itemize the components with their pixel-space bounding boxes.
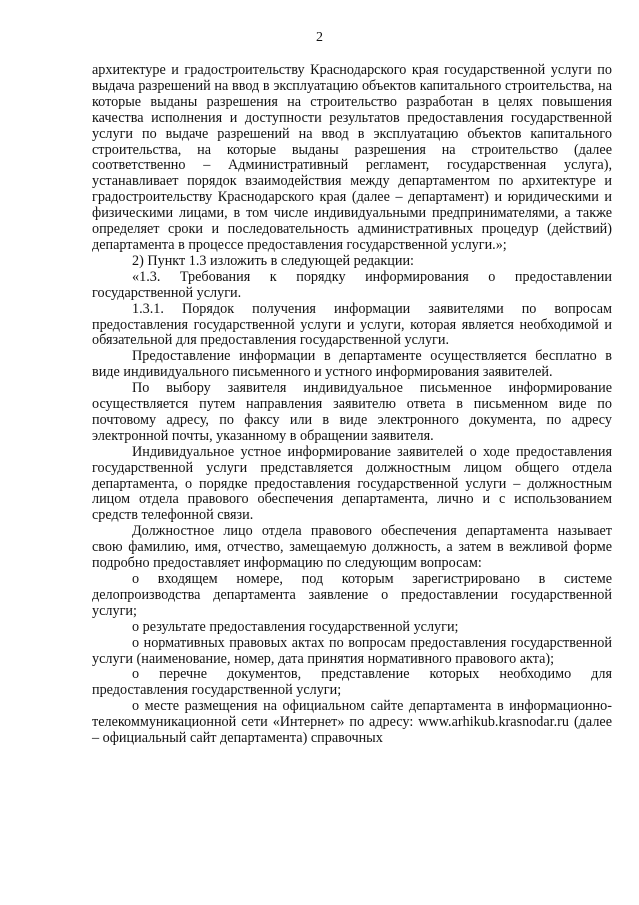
paragraph: «1.3. Требования к порядку информирования о предоставлении государственной услуги. xyxy=(92,268,612,301)
paragraph: Предоставление информации в департаменте осуществляется бесплатно в виде индивидуального письменного и устного информирования заявителей. xyxy=(92,348,612,381)
page-number: 2 xyxy=(316,30,323,45)
paragraph: По выбору заявителя индивидуальное письменное информирование осуществляется путем направления заявителю ответа в письменном виде по почтовому адресу, по факсу или в виде электронного документа, по адресу электронной почты, указанному в обращении заявителя. xyxy=(92,380,612,444)
paragraph: 1.3.1. Порядок получения информации заявителями по вопросам предоставления государственной услуги и услуги, которая является необходимой и обязательной для предоставления государственной услуги. xyxy=(92,300,612,349)
list-item: о месте размещения на официальном сайте департамента в информационно-телекоммуникационной сети «Интернет» по адресу: www.arhikub.krasnodar.ru (далее – официальный сайт департамента) справочных xyxy=(92,698,612,747)
paragraph: архитектуре и градостроительству Краснодарского края государственной услуги по выдача разрешений на ввод в эксплуатацию объектов капитального строительства, на которые выданы разрешения на строительство разработан в целях повышения качества исполнения и доступности результатов предоставления государственной услуги по выдаче разрешений на ввод в эксплуатацию объектов капитального строительства, на которые выданы разрешения на строительство (далее соответственно – Административный регламент, государственная услуга), устанавливает порядок взаимодействия между департаментом по архитектуре и градостроительству Краснодарского края (далее – департамент) и юридическими и физическими лицами, в том числе индивидуальными предпринимателями, а также определяет сроки и последовательность административных процедур (действий) департамента в процессе предоставления государственной услуги.»; xyxy=(92,62,612,253)
list-item: о входящем номере, под которым зарегистрировано в системе делопроизводства департамента заявление о предоставлении государственной услуги; xyxy=(92,571,612,619)
document-body xyxy=(92,63,612,747)
paragraph: Индивидуальное устное информирование заявителей о ходе предоставления государственной услуги представляется должностным лицом общего отдела департамента, о порядке предоставления государственной услуги – должностным лицом отдела правового обеспечения департамента, лично и с использованием средств телефонной связи. xyxy=(92,443,612,524)
list-item: о нормативных правовых актах по вопросам предоставления государственной услуги (наименование, номер, дата принятия нормативного правового акта); xyxy=(92,634,612,667)
paragraph: Должностное лицо отдела правового обеспечения департамента называет свою фамилию, имя, отчество, замещаемую должность, а затем в вежливой форме подробно предоставляет информацию по следующим вопросам: xyxy=(92,523,612,572)
paragraph: 2) Пункт 1.3 изложить в следующей редакции: xyxy=(132,252,414,269)
list-item: о перечне документов, представление которых необходимо для предоставления государственной услуги; xyxy=(92,666,612,699)
list-item: о результате предоставления государственной услуги; xyxy=(132,618,459,635)
